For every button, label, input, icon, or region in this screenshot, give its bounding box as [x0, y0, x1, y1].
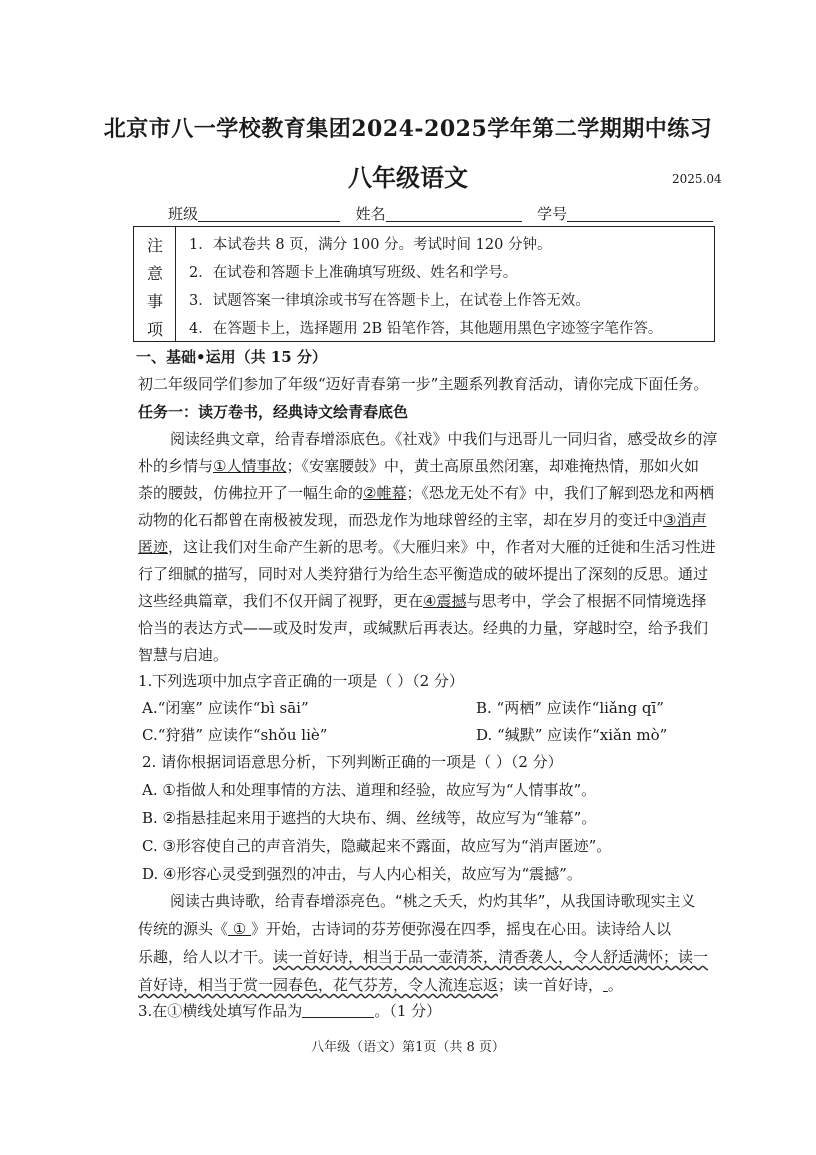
page-footer: 八年级（语文）第1页（共 8 页）: [311, 1040, 505, 1055]
text-run: 》开始，古诗词的芬芳便弥漫在四季，摇曳在心田。读诗给人以: [251, 920, 672, 938]
text-run: 朴的乡情与: [138, 457, 214, 475]
underlined-text: ④震撼: [423, 592, 467, 610]
text-run: 智慧与启迪。: [138, 646, 229, 664]
passage-line: [138, 482, 714, 503]
wavy-underlined-text: 首好诗，相当于赏一园春色，花气芬芳，令人流连忘返: [138, 976, 499, 994]
exam-title: 北京市八一学校教育集团2024-2025学年第二学期期中练习: [103, 116, 713, 142]
wavy-underlined-text: 读一首好诗，相当于品一壶清茶，清香袭人，令人舒适满怀；读一: [273, 948, 709, 966]
name-field[interactable]: [386, 205, 522, 222]
class-label: 班级: [168, 205, 199, 223]
passage-line: [138, 946, 708, 967]
q3-answer-blank[interactable]: [302, 1003, 374, 1018]
section-intro: 初二年级同学们参加了年级“迈好青春第一步”主题系列教育活动，请你完成下面任务。: [138, 375, 709, 393]
class-field[interactable]: [198, 205, 340, 222]
underlined-text: ①: [228, 920, 251, 938]
passage-line: [138, 455, 699, 476]
passage-line: [138, 644, 228, 665]
text-run: 。: [607, 976, 623, 994]
question-3: [138, 1000, 441, 1021]
passage-line: [138, 509, 706, 530]
text-run: 传统的源头《: [138, 920, 229, 938]
task-heading: 任务一：读万卷书，经典诗文绘青春底色: [138, 403, 409, 421]
notice-char: 意: [146, 264, 163, 283]
q1-option-b[interactable]: B. “两栖” 应读作“liǎng qī”: [476, 699, 664, 717]
q2-option-b[interactable]: B. ②指悬挂起来用于遮挡的大块布、绸、丝绒等，故应写为“雏幕”。: [142, 809, 597, 827]
exam-subject: 八年级语文: [348, 163, 468, 192]
q1-option-d[interactable]: D. “缄默” 应读作“xiǎn mò”: [476, 726, 668, 744]
id-label: 学号: [537, 205, 568, 223]
passage-line: [138, 590, 706, 611]
notice-char: 事: [146, 292, 163, 311]
text-run: 这些经典篇章，我们不仅开阔了视野，更在: [138, 592, 424, 610]
notice-line: 3．试题答案一律填涂或书写在答题卡上，在试卷上作答无效。: [189, 293, 590, 309]
text-run: 动物的化石都曾在南极被发现，而恐龙作为地球曾经的主宰，却在岁月的变迁中: [138, 511, 664, 529]
q3-tail: 。（1 分）: [374, 1002, 442, 1020]
id-field[interactable]: [567, 205, 713, 222]
text-run: ；读一首好诗，: [498, 976, 604, 994]
q1-option-a[interactable]: A.“闭塞” 应读作“bì sāi”: [142, 699, 309, 717]
passage-line: [138, 974, 623, 995]
q3-stem: 3.在①横线处填写作品为: [138, 1002, 303, 1020]
student-info-row: [168, 203, 713, 224]
passage-line: [138, 617, 708, 638]
passage-line: [138, 563, 708, 584]
notice-char: 项: [146, 320, 163, 339]
question-1-stem: 1.下列选项中加点字音正确的一项是（ ）（2 分）: [138, 672, 464, 690]
text-run: ，这让我们对生命产生新的思考。《大雁归来》中，作者对大雁的迁徙和生活习性进: [168, 538, 716, 556]
text-run: 乐趣，给人以才干。: [138, 948, 274, 966]
exam-date: 2025.04: [672, 172, 722, 186]
q2-option-d[interactable]: D. ④形容心灵受到强烈的冲击，与人内心相关，故应写为“震撼”。: [142, 865, 582, 883]
notice-line: 1．本试卷共 8 页，满分 100 分。考试时间 120 分钟。: [189, 237, 552, 253]
notice-line: 2．在试卷和答题卡上准确填写班级、姓名和学号。: [189, 265, 518, 281]
notice-heading: [134, 227, 176, 341]
q2-option-c[interactable]: C. ③形容使自己的声音消失，隐藏起来不露面，故应写为“消声匿迹”。: [142, 837, 612, 855]
passage-line: [170, 890, 696, 911]
text-run: 阅读经典文章，给青春增添底色。《社戏》中我们与迅哥儿一同归省，感受故乡的淳: [170, 430, 718, 448]
notice-box: [133, 226, 715, 342]
q2-option-a[interactable]: A. ①指做人和处理事情的方法、道理和经验，故应写为“人情事故”。: [142, 781, 597, 799]
underlined-text: ②帷幕: [363, 484, 407, 502]
underlined-text: ①人情事故: [213, 457, 287, 475]
underlined-text: 匿迹: [138, 538, 169, 556]
text-run: 阅读古典诗歌，给青春增添亮色。“桃之夭夭，灼灼其华”，从我国诗歌现实主义: [170, 892, 696, 910]
q1-option-c[interactable]: C.“狩猎” 应读作“shǒu liè”: [142, 726, 328, 744]
passage-line: [170, 428, 718, 449]
text-run: 荼的腰鼓，仿佛拉开了一幅生命的: [138, 484, 364, 502]
name-label: 姓名: [355, 205, 386, 223]
passage-line: [138, 536, 716, 557]
notice-char: 注: [146, 236, 163, 255]
notice-line: 4．在答题卡上，选择题用 2B 铅笔作答，其他题用黑色字迹签字笔作答。: [189, 321, 663, 337]
question-2-stem: 2. 请你根据词语意思分析，下列判断正确的一项是（ ）（2 分）: [142, 753, 563, 771]
passage-line: [138, 918, 671, 939]
underlined-text: ③消声: [663, 511, 707, 529]
text-run: 恰当的表达方式——或及时发声，或缄默后再表达。经典的力量，穿越时空，给予我们: [138, 619, 709, 637]
text-run: 与思考中，学会了根据不同情境选择: [466, 592, 707, 610]
text-run: 行了细腻的描写，同时对人类狩猎行为给生态平衡造成的破坏提出了深刻的反思。通过: [138, 565, 709, 583]
text-run: ；《恐龙无处不有》中，我们了解到恐龙和两栖: [406, 484, 714, 502]
text-run: ；《安塞腰鼓》中，黄土高原虽然闭塞，却难掩热情，那如火如: [286, 457, 699, 475]
section-heading: 一、基础•运用（共 15 分）: [136, 348, 327, 366]
